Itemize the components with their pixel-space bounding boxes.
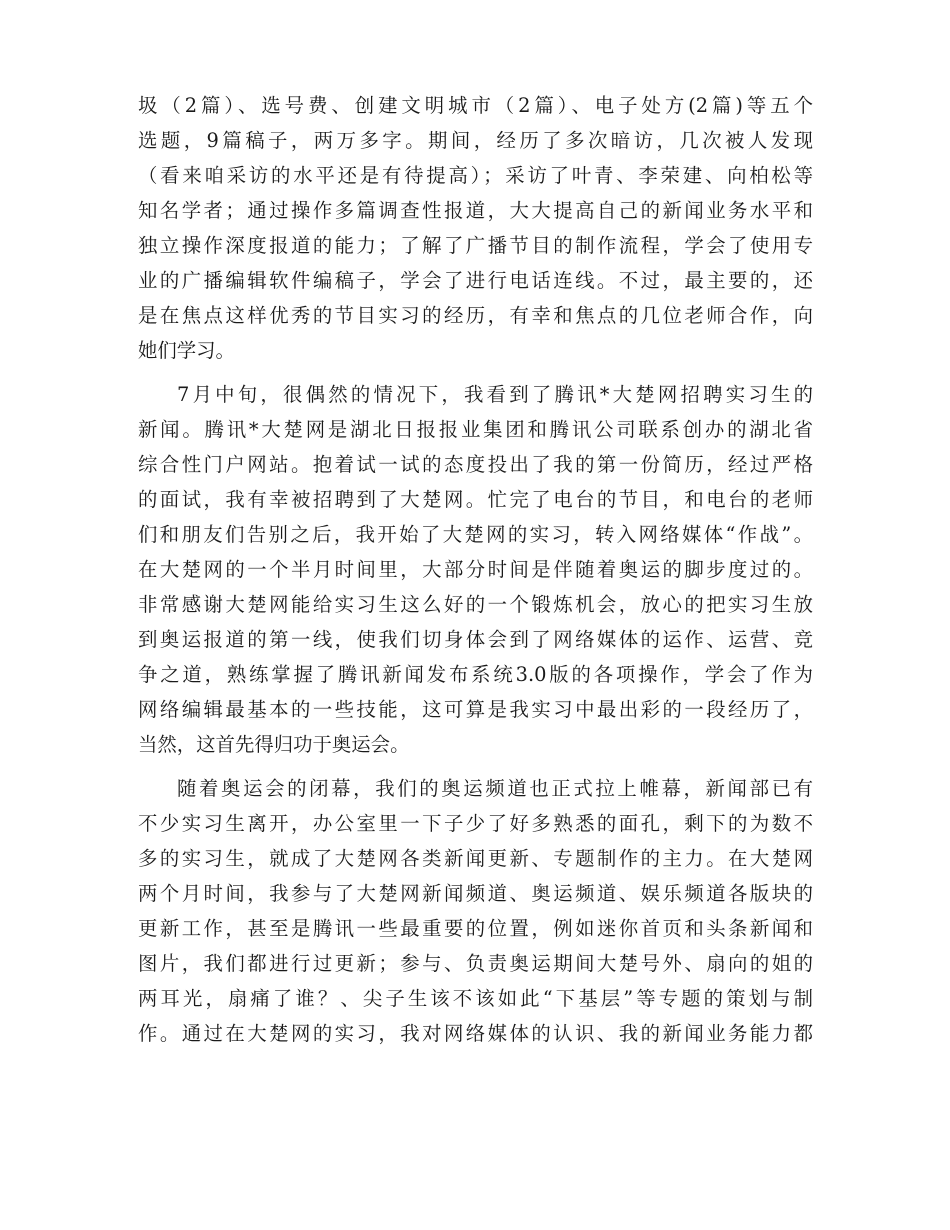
text-line: 更新工作，甚至是腾讯一些最重要的位置，例如迷你首页和头条新闻和 (138, 917, 813, 940)
paragraph-1 (138, 88, 813, 368)
text-line: 的面试，我有幸被招聘到了大楚网。忙完了电台的节目，和电台的老师 (138, 488, 813, 511)
text-line: 争之道，熟练掌握了腾讯新闻发布系统3.0版的各项操作，学会了作为 (138, 663, 813, 686)
text-line: 独立操作深度报道的能力；了解了广播节目的制作流程，学会了使用专 (138, 234, 813, 257)
text-line: 新闻。腾讯*大楚网是湖北日报报业集团和腾讯公司联系创办的湖北省 (138, 418, 813, 441)
paragraph-2 (138, 377, 813, 762)
text-line: 两个月时间，我参与了大楚网新闻频道、奥运频道、娱乐频道各版块的 (138, 882, 813, 905)
text-line: 随着奥运会的闭幕，我们的奥运频道也正式拉上帷幕，新闻部已有 (177, 777, 813, 800)
document-page (138, 88, 813, 1051)
text-line: 圾（2篇）、选号费、创建文明城市（2篇）、电子处方(2篇)等五个 (138, 94, 813, 117)
text-line: 知名学者；通过操作多篇调查性报道，大大提高自己的新闻业务水平和 (138, 199, 813, 222)
text-line: 网络编辑最基本的一些技能，这可算是我实习中最出彩的一段经历了， (138, 698, 813, 721)
text-line: 当然，这首先得归功于奥运会。 (138, 733, 410, 756)
text-line: 7月中旬，很偶然的情况下，我看到了腾讯*大楚网招聘实习生的 (177, 383, 813, 406)
paragraph-3 (138, 771, 813, 1051)
text-line: 不少实习生离开，办公室里一下子少了好多熟悉的面孔，剩下的为数不 (138, 812, 813, 835)
text-line: 非常感谢大楚网能给实习生这么好的一个锻炼机会，放心的把实习生放 (138, 593, 813, 616)
text-line: 选题，9篇稿子，两万多字。期间，经历了多次暗访，几次被人发现 (138, 129, 813, 152)
text-line: 图片，我们都进行过更新；参与、负责奥运期间大楚号外、扇向的姐的 (138, 952, 813, 975)
text-line: （看来咱采访的水平还是有待提高）；采访了叶青、李荣建、向柏松等 (138, 164, 813, 187)
text-line: 是在焦点这样优秀的节目实习的经历，有幸和焦点的几位老师合作，向 (138, 304, 813, 327)
text-line: 她们学习。 (138, 339, 235, 362)
paragraph-spacer (138, 762, 813, 771)
paragraph-spacer (138, 368, 813, 377)
text-line: 们和朋友们告别之后，我开始了大楚网的实习，转入网络媒体“作战”。 (138, 523, 813, 546)
text-line: 业的广播编辑软件编稿子，学会了进行电话连线。不过，最主要的，还 (138, 269, 813, 292)
text-line: 到奥运报道的第一线，使我们切身体会到了网络媒体的运作、运营、竞 (138, 628, 813, 651)
text-line: 作。通过在大楚网的实习，我对网络媒体的认识、我的新闻业务能力都 (138, 1022, 813, 1045)
text-line: 多的实习生，就成了大楚网各类新闻更新、专题制作的主力。在大楚网 (138, 847, 813, 870)
text-line: 在大楚网的一个半月时间里，大部分时间是伴随着奥运的脚步度过的。 (138, 558, 813, 581)
text-line: 综合性门户网站。抱着试一试的态度投出了我的第一份简历，经过严格 (138, 453, 813, 476)
text-line: 两耳光，扇痛了谁？、尖子生该不该如此“下基层”等专题的策划与制 (138, 987, 813, 1010)
